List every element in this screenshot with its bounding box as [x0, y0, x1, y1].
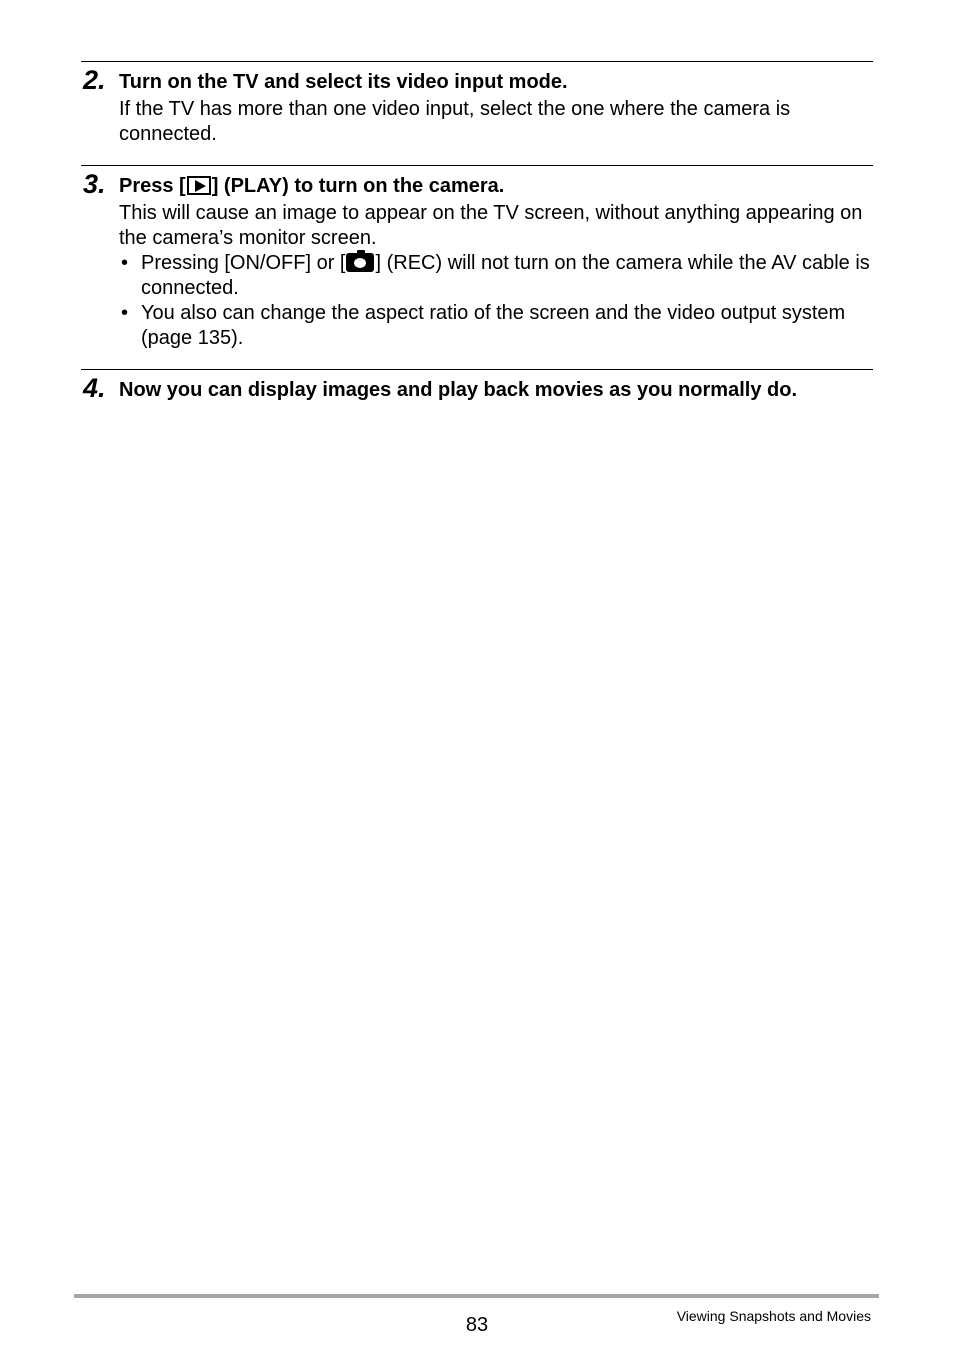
list-item	[119, 251, 873, 301]
bullet-post: ] (REC) will not turn on the camera while the AV cable is connected.	[141, 252, 870, 299]
step-body	[119, 62, 873, 147]
bullet-pre: Pressing [ON/OFF] or [	[141, 252, 346, 274]
camera-icon	[346, 253, 374, 272]
step-2	[81, 61, 873, 147]
step-body	[119, 166, 873, 351]
step-title: Now you can display images and play back movies as you normally do.	[119, 379, 797, 401]
bullet-dot: •	[121, 252, 129, 274]
step-text: If the TV has more than one video input, select the one where the camera is connected.	[119, 98, 791, 145]
bullet-text: You also can change the aspect ratio of the screen and the video output system (page 135).	[141, 302, 846, 349]
bullet-dot: •	[121, 302, 129, 324]
step-3	[81, 165, 873, 351]
step-title	[119, 173, 873, 199]
step-title-post: ] (PLAY) to turn on the camera.	[211, 175, 505, 197]
step-number: 3.	[83, 169, 106, 199]
bullet-list	[119, 251, 873, 351]
step-title-pre: Press [	[119, 175, 186, 197]
step-number: 4.	[83, 373, 106, 403]
step-body	[119, 370, 873, 403]
step-number: 2.	[83, 65, 106, 95]
play-icon	[187, 176, 211, 195]
step-text: This will cause an image to appear on the TV screen, without anything appearing on the camera’s monitor screen.	[119, 202, 863, 249]
step-4	[81, 369, 873, 403]
footer-section-title: Viewing Snapshots and Movies	[676, 1308, 871, 1324]
step-title: Turn on the TV and select its video input mode.	[119, 71, 568, 93]
page-number: 83	[465, 1314, 489, 1336]
list-item	[119, 301, 873, 351]
footer-divider	[74, 1294, 879, 1298]
